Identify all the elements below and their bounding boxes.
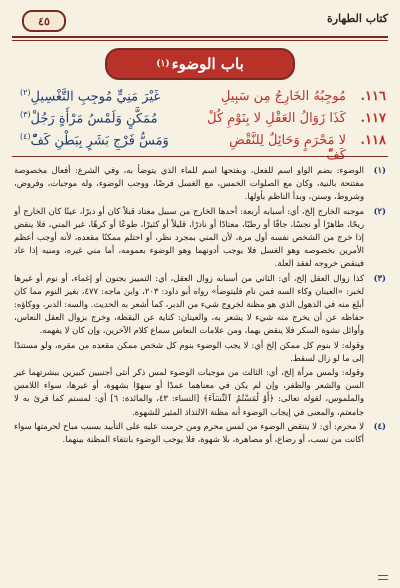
verse-second-hemistich bbox=[14, 110, 206, 126]
commentary-footnotes bbox=[14, 164, 386, 447]
footer-ornament bbox=[378, 575, 388, 580]
footnote-text: الوضوء: بضم الواو اسم للفعل، وبفتحها اسم للماء الذي يتوضأ به، وفي الشرع: أفعال مخصوصة مفتتحة بالنية، وكان مع الصلوات الخمس، مع الغسل فرضًا، ووجب الوضوء، وله موجبات، وفروض، وشروط، وسنن، وبدأ الناظم بأولها. bbox=[14, 165, 364, 202]
footnote-number: (٣) bbox=[373, 272, 386, 283]
verse-first-hemistich: لا مَحْرَمٍ وَحَائِلٌ لِلنَّقْضِ كَفّْ bbox=[229, 133, 346, 164]
footnote bbox=[14, 420, 386, 446]
verse-line bbox=[14, 132, 386, 164]
chapter-title: باب الوضوء bbox=[171, 55, 244, 73]
verse-number: ١١٦. bbox=[360, 89, 386, 105]
header-divider-thin bbox=[12, 40, 388, 41]
page-header bbox=[12, 10, 388, 32]
footnote-text: موجبه الخارج إلخ، أي: أسبابه أربعة: أحدها الخارج من سبيل معتاد قبلاً كان أو دبرًا، عينًا كان الخارج أو ريحًا، طاهرًا أو نجسًا، جافًا أو رطبًا، معتادًا أو نادرًا، قليلاً أو كثيرًا، طوعًا أو كرهًا، غير المني، فلا ينقض إذا خرج من الشخص نفسه أول مرة، لأن المني بمجرد نظر، أو احتلم ممكنًا مقعده، لأنه أوجب أعظم الأمرين بخصوصه وهو الغسل فلا يوجب أدونهما وهو الوضوء بعمومه، أما مني غيره، ومنيه إذا عاد فينقض خروجه لفقد العلة. bbox=[14, 205, 364, 269]
chapter-footnote-marker: (١) bbox=[156, 59, 170, 69]
footnote-number: (٢) bbox=[373, 205, 386, 216]
verse-number: ١١٧. bbox=[360, 111, 386, 127]
footnote bbox=[14, 205, 386, 271]
verse-number: ١١٨. bbox=[360, 133, 386, 149]
chapter-heading bbox=[0, 48, 400, 80]
footnote bbox=[14, 272, 386, 338]
footnote-number bbox=[364, 339, 386, 365]
verse-second-hemistich-text: مُمَكَّنٍ وَلَمْسُ مَرْأَةٍ رَجُلْ bbox=[30, 111, 158, 127]
footnote-number: (١) bbox=[373, 165, 386, 175]
footnote bbox=[14, 164, 386, 204]
header-divider bbox=[12, 36, 388, 38]
running-head-title: كتاب الطهارة bbox=[326, 12, 388, 25]
verse-second-hemistich-text: غَيْرَ مَنِيٍّ مُوجِبِ التَّغْسِيلِ bbox=[30, 89, 161, 105]
poem-verses bbox=[14, 88, 386, 164]
verse-footnote-marker: (٢) bbox=[20, 88, 31, 97]
footnote-continuation bbox=[14, 339, 386, 365]
verse-second-hemistich bbox=[14, 132, 206, 148]
verse-line bbox=[14, 88, 386, 110]
footnote-text: وقوله: ولمس مرأة إلخ، أي: الثالث من موجبات الوضوء لمس ذكر أنثى أجنبيين كبيرين ببشرتهما غير السن والشعر والظفر، وإن لم يكن في معناهما عمدًا أو سهوًا بشهوة، أو غيرها، سواء اللامس والملموس، لقوله تعالى: ﴿أَوْ لَٰمَسْتُمُ ٱلنِّسَآءَ﴾ [النساء: ٤٣، والمائدة: ٦] أي: لمستم كما قرئ به لا جامعتم، والمعنى في إيجاب الوضوء أنه مظنة الالتذاذ المثير للشهوة. bbox=[14, 367, 365, 417]
footnote-number bbox=[364, 366, 386, 419]
chapter-title-banner bbox=[105, 48, 295, 80]
footnote-number: (٤) bbox=[373, 420, 386, 431]
footnote-text: لا محرم: أي: لا ينتقض الوضوء من لمس محرم ومن حرمت عليه على التأبيد بسبب مباح لحرمتها سواء أكانت من نسب، أو رضاع، أو مصاهرة، بلا شهوة، فلا يوجب الوضوء بانتفاء المظنة بينهما. bbox=[14, 420, 364, 445]
footnote-text: كذا زوال العقل إلخ، أي: الثاني من أسبابه زوال العقل، أي: التمييز بجنون أو إغماء، أو نوم أو غيرها لخبر: «العينان وكاء السه فمن نام فليتوضأ» رواه أبو داود: ٢٠٣، وابن ماجه: ٤٧٧، بغير النوم مما كان أبلغ منه في الذهول الذي هو مظنة لخروج شيء من الدبر، كما أشعر به الحديث. والسه: الدبر، ووكاؤه: حفاظه عن أن يخرج منه شيء لا يشعر به، والعينان: كناية عن اليقظة، وخرج بزوال العقل النعاس، وأوائل نشوة السكر فلا ينقض بهما، ومن علامات النعاس سماع كلام الآخرين، وإن كان لا يفهمه. bbox=[14, 272, 364, 336]
footnote-continuation bbox=[14, 366, 386, 419]
verse-footnote-marker: (٣) bbox=[20, 110, 31, 119]
verse-first-hemistich: مُوجِبُهُ الخَارِجُ مِن سَبِيلِ bbox=[220, 89, 346, 105]
verse-footnote-marker: (٤) bbox=[20, 132, 31, 141]
verses-divider bbox=[12, 156, 388, 157]
verse-second-hemistich-text: وَمَسُّ فَرْجِ بَشَرٍ بِبَطْنِ كَفّْ bbox=[30, 133, 169, 149]
verse-line bbox=[14, 110, 386, 132]
verse-first-hemistich: كَذَا زَوَالُ العَقْلِ لا بِنَوْمِ كُلْ bbox=[207, 111, 346, 127]
footnote-text: وقوله: لا بنوم كل ممكن إلخ أي: لا يجب الوضوء بنوم كل شخص ممكن مقعده من مقره، ولو مستندًا إلى ما لو زال لسقط. bbox=[14, 339, 364, 363]
verse-second-hemistich bbox=[14, 88, 206, 104]
page-number-badge: ٤٥ bbox=[22, 10, 66, 32]
